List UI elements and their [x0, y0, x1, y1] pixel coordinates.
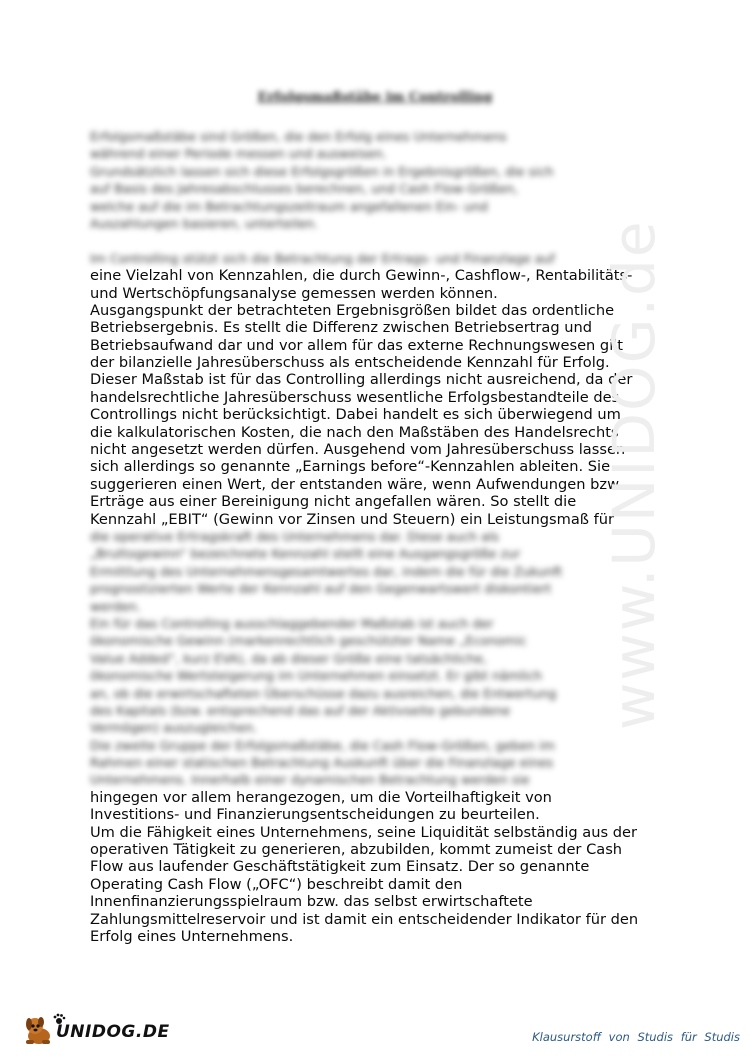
document-body	[90, 128, 670, 945]
footer-tagline: Klausurstoff von Studis für Studis	[532, 1030, 740, 1044]
text-line: und Wertschöpfungsanalyse gemessen werden können.	[90, 284, 498, 302]
logo-text: UNIDOG.DE	[56, 1022, 170, 1042]
unidog-logo	[22, 1012, 170, 1048]
text-line: die kalkulatorischen Kosten, die nach den Maßstäben des Handelsrechts	[90, 423, 619, 441]
text-line	[90, 232, 670, 249]
text-line: Unternehmens. Innerhalb einer dynamischen Betrachtung werden sie	[90, 772, 530, 788]
text-line: Flow aus laufender Geschäftstätigkeit zum Einsatz. Der so genannte	[90, 858, 590, 876]
text-line: ökonomische Wertsteigerung im Unternehmen einsetzt. Er gibt nämlich	[90, 668, 542, 684]
text-line: Operating Cash Flow („OFC“) beschreibt damit den	[90, 875, 463, 893]
text-line: Grundsätzlich lassen sich diese Erfolgsgrößen in Ergebnisgrößen, die sich	[90, 163, 554, 179]
text-line: operativen Tätigkeit zu generieren, abzubilden, kommt zumeist der Cash	[90, 841, 623, 859]
text-line: Investitions- und Finanzierungsentscheidungen zu beurteilen.	[90, 806, 540, 824]
text-line: Ein für das Controlling ausschlaggebender Maßstab ist auch der	[90, 615, 494, 631]
text-line: Um die Fähigkeit eines Unternehmens, seine Liquidität selbständig aus der	[90, 823, 637, 841]
text-line: ökonomische Gewinn (markenrechtlich geschützter Name „Economic	[90, 633, 527, 649]
document-title: Erfolgsmaßstäbe im Controlling	[257, 90, 493, 105]
text-line: Die zweite Gruppe der Erfolgsmaßstäbe, die Cash Flow-Größen, geben im	[90, 737, 555, 753]
text-line: Im Controlling stützt sich die Betrachtung der Ertrags- und Finanzlage auf	[90, 250, 555, 266]
text-line: eine Vielzahl von Kennzahlen, die durch Gewinn-, Cashflow-, Rentabilitäts-	[90, 267, 633, 285]
text-line: Dieser Maßstab ist für das Controlling allerdings nicht ausreichend, da der	[90, 371, 633, 389]
text-line: suggerieren einen Wert, der entstanden wäre, wenn Aufwendungen bzw.	[90, 475, 623, 493]
text-line: Erträge aus einer Bereinigung nicht angefallen wären. So stellt die	[90, 493, 577, 511]
text-line: Ausgangspunkt der betrachteten Ergebnisgrößen bildet das ordentliche	[90, 301, 615, 319]
text-line: Zahlungsmittelreservoir und ist damit ein entscheidender Indikator für den	[90, 910, 639, 928]
text-line: handelsrechtliche Jahresüberschuss wesentliche Erfolgsbestandteile des	[90, 388, 620, 406]
text-line: während einer Periode messen und ausweisen.	[90, 146, 387, 162]
text-line: des Kapitals (bzw. entsprechend das auf der Aktivseite gebundene	[90, 702, 511, 718]
text-line: Ermittlung des Unternehmensgesamtwertes dar, indem die für die Zukunft	[90, 563, 563, 579]
text-line: Value Added“, kurz EVA), da ab dieser Größe eine tatsächliche,	[90, 650, 487, 666]
text-line: „Bruttogewinn“ bezeichnete Kennzahl stellt eine Ausgangsgröße zur	[90, 546, 521, 562]
text-line: Erfolgsmaßstäbe sind Größen, die den Erfolg eines Unternehmens	[90, 129, 507, 144]
text-line: werden.	[90, 598, 141, 614]
text-line: nicht angesetzt werden dürfen. Ausgehend vom Jahresüberschuss lassen	[90, 441, 626, 459]
text-line: Betriebsaufwand dar und vor allem für das externe Rechnungswesen gilt	[90, 336, 624, 354]
text-line: die operative Ertragskraft des Unternehmens dar. Diese auch als	[90, 528, 499, 544]
text-line: Vermögen) auszugleichen.	[90, 720, 258, 736]
text-line: prognostizierten Werte der Kennzahl auf den Gegenwartswert diskontiert	[90, 581, 552, 597]
text-line: Auszahlungen basieren, unterteilen.	[90, 215, 319, 231]
text-line: sich allerdings so genannte „Earnings before“-Kennzahlen ableiten. Sie	[90, 458, 611, 476]
text-line: der bilanzielle Jahresüberschuss als entscheidende Kennzahl für Erfolg.	[90, 354, 610, 372]
text-line: Erfolg eines Unternehmens.	[90, 927, 294, 945]
watermark-text: www.UNIDOG.de	[600, 219, 668, 730]
text-line: an, ob die erwirtschafteten Überschüsse dazu ausreichen, die Entwertung	[90, 685, 557, 701]
text-line: Innenfinanzierungsspielraum bzw. das selbst erwirtschaftete	[90, 893, 533, 911]
text-line: welche auf die im Betrachtungszeitraum angefallenen Ein- und	[90, 198, 488, 214]
text-line: Rahmen einer statischen Betrachtung Auskunft über die Finanzlage eines	[90, 755, 554, 771]
text-line: auf Basis des Jahresabschlusses berechnen, und Cash Flow-Größen,	[90, 181, 518, 197]
text-line: Kennzahl „EBIT“ (Gewinn vor Zinsen und Steuern) ein Leistungsmaß für	[90, 510, 614, 528]
text-line: Betriebsergebnis. Es stellt die Differenz zwischen Betriebsertrag und	[90, 319, 593, 337]
text-line: Controllings nicht berücksichtigt. Dabei handelt es sich überwiegend um	[90, 406, 621, 424]
text-line: hingegen vor allem herangezogen, um die Vorteilhaftigkeit von	[90, 788, 552, 806]
